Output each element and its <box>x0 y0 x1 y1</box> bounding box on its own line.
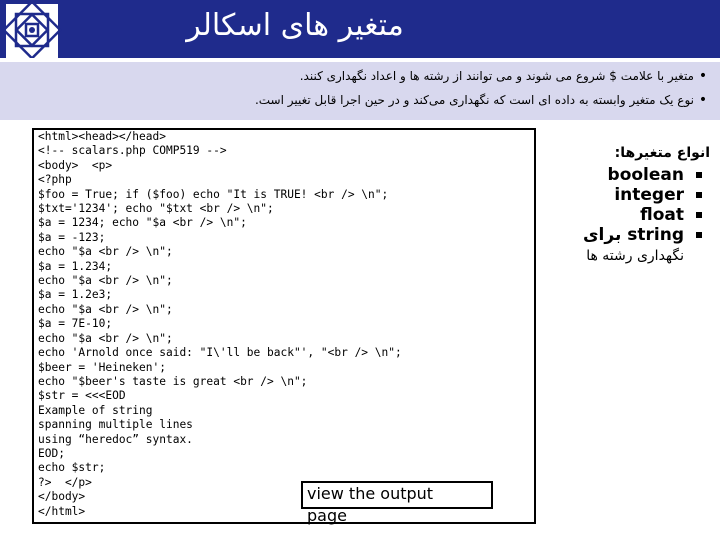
code-line: ?> </p> <box>38 475 92 489</box>
code-line: $foo = True; if ($foo) echo "It is TRUE! <br /> \n"; <box>38 187 389 201</box>
code-line: $a = 7E-10; <box>38 317 113 331</box>
code-line: echo "$a <br /> \n"; <box>38 331 173 345</box>
slide-header <box>0 0 720 60</box>
variable-types-panel <box>535 145 710 266</box>
view-output-button[interactable] <box>301 481 493 525</box>
bullet-dot-icon: • <box>698 92 708 108</box>
slide-title: متغیر های اسکالر <box>186 8 404 43</box>
code-line: echo "$a <br /> \n"; <box>38 302 173 316</box>
code-line: $txt='1234'; echo "$txt <br /> \n"; <box>38 202 274 216</box>
code-line: spanning multiple lines <box>38 418 193 432</box>
code-text <box>34 130 534 519</box>
bullet-dot-icon: • <box>698 68 708 84</box>
string-note: نگهداری رشته ها <box>586 248 684 264</box>
square-bullet-icon <box>696 192 702 198</box>
code-line: echo "$a <br /> \n"; <box>38 274 173 288</box>
bullet-item <box>12 68 712 84</box>
code-line: echo "$beer's taste is great <br /> \n"; <box>38 374 308 388</box>
code-listing <box>32 128 536 524</box>
list-item: string برای نگهداری رشته ها <box>535 225 710 266</box>
university-logo-icon <box>2 2 62 60</box>
intro-bullets <box>0 62 720 120</box>
code-line: $a = -123; <box>38 230 106 244</box>
code-line: $a = 1.234; <box>38 259 113 273</box>
code-line: <!-- scalars.php COMP519 --> <box>38 144 227 158</box>
code-line: $beer = 'Heineken'; <box>38 360 166 374</box>
code-line: echo "$a <br /> \n"; <box>38 245 173 259</box>
code-line: $a = 1234; echo "$a <br /> \n"; <box>38 216 247 230</box>
bullet-text: متغیر با علامت $ شروع می شوند و می توانند از رشته ها و اعداد نگهداری کنند. <box>299 69 694 83</box>
code-line: </body> <box>38 490 86 504</box>
list-item: boolean <box>535 165 710 185</box>
code-line: Example of string <box>38 403 153 417</box>
code-line: EOD; <box>38 446 65 460</box>
code-line: echo $str; <box>38 461 106 475</box>
bullet-item <box>12 92 712 108</box>
list-item: integer <box>535 185 710 205</box>
code-line: </html> <box>38 504 86 518</box>
square-bullet-icon <box>696 172 702 178</box>
code-line: <body> <p> <box>38 158 113 172</box>
variable-types-title: انواع متغیرها: <box>614 145 710 161</box>
code-line: <?php <box>38 173 72 187</box>
variable-types-list <box>535 165 710 266</box>
bullet-text: نوع یک متغیر وابسته به داده ای است که نگهداری می‌کند و در حین اجرا قابل تغییر است. <box>254 93 694 107</box>
code-line: $str = <<<EOD <box>38 389 126 403</box>
list-item: float <box>535 205 710 225</box>
code-line: echo 'Arnold once said: "I\'ll be back"', "<br /> \n"; <box>38 346 402 360</box>
square-bullet-icon <box>696 212 702 218</box>
square-bullet-icon <box>696 232 702 238</box>
code-line: $a = 1.2e3; <box>38 288 113 302</box>
code-line: <html><head></head> <box>38 130 166 143</box>
code-line: using “heredoc” syntax. <box>38 432 193 446</box>
view-output-label: view the output page <box>307 484 434 525</box>
